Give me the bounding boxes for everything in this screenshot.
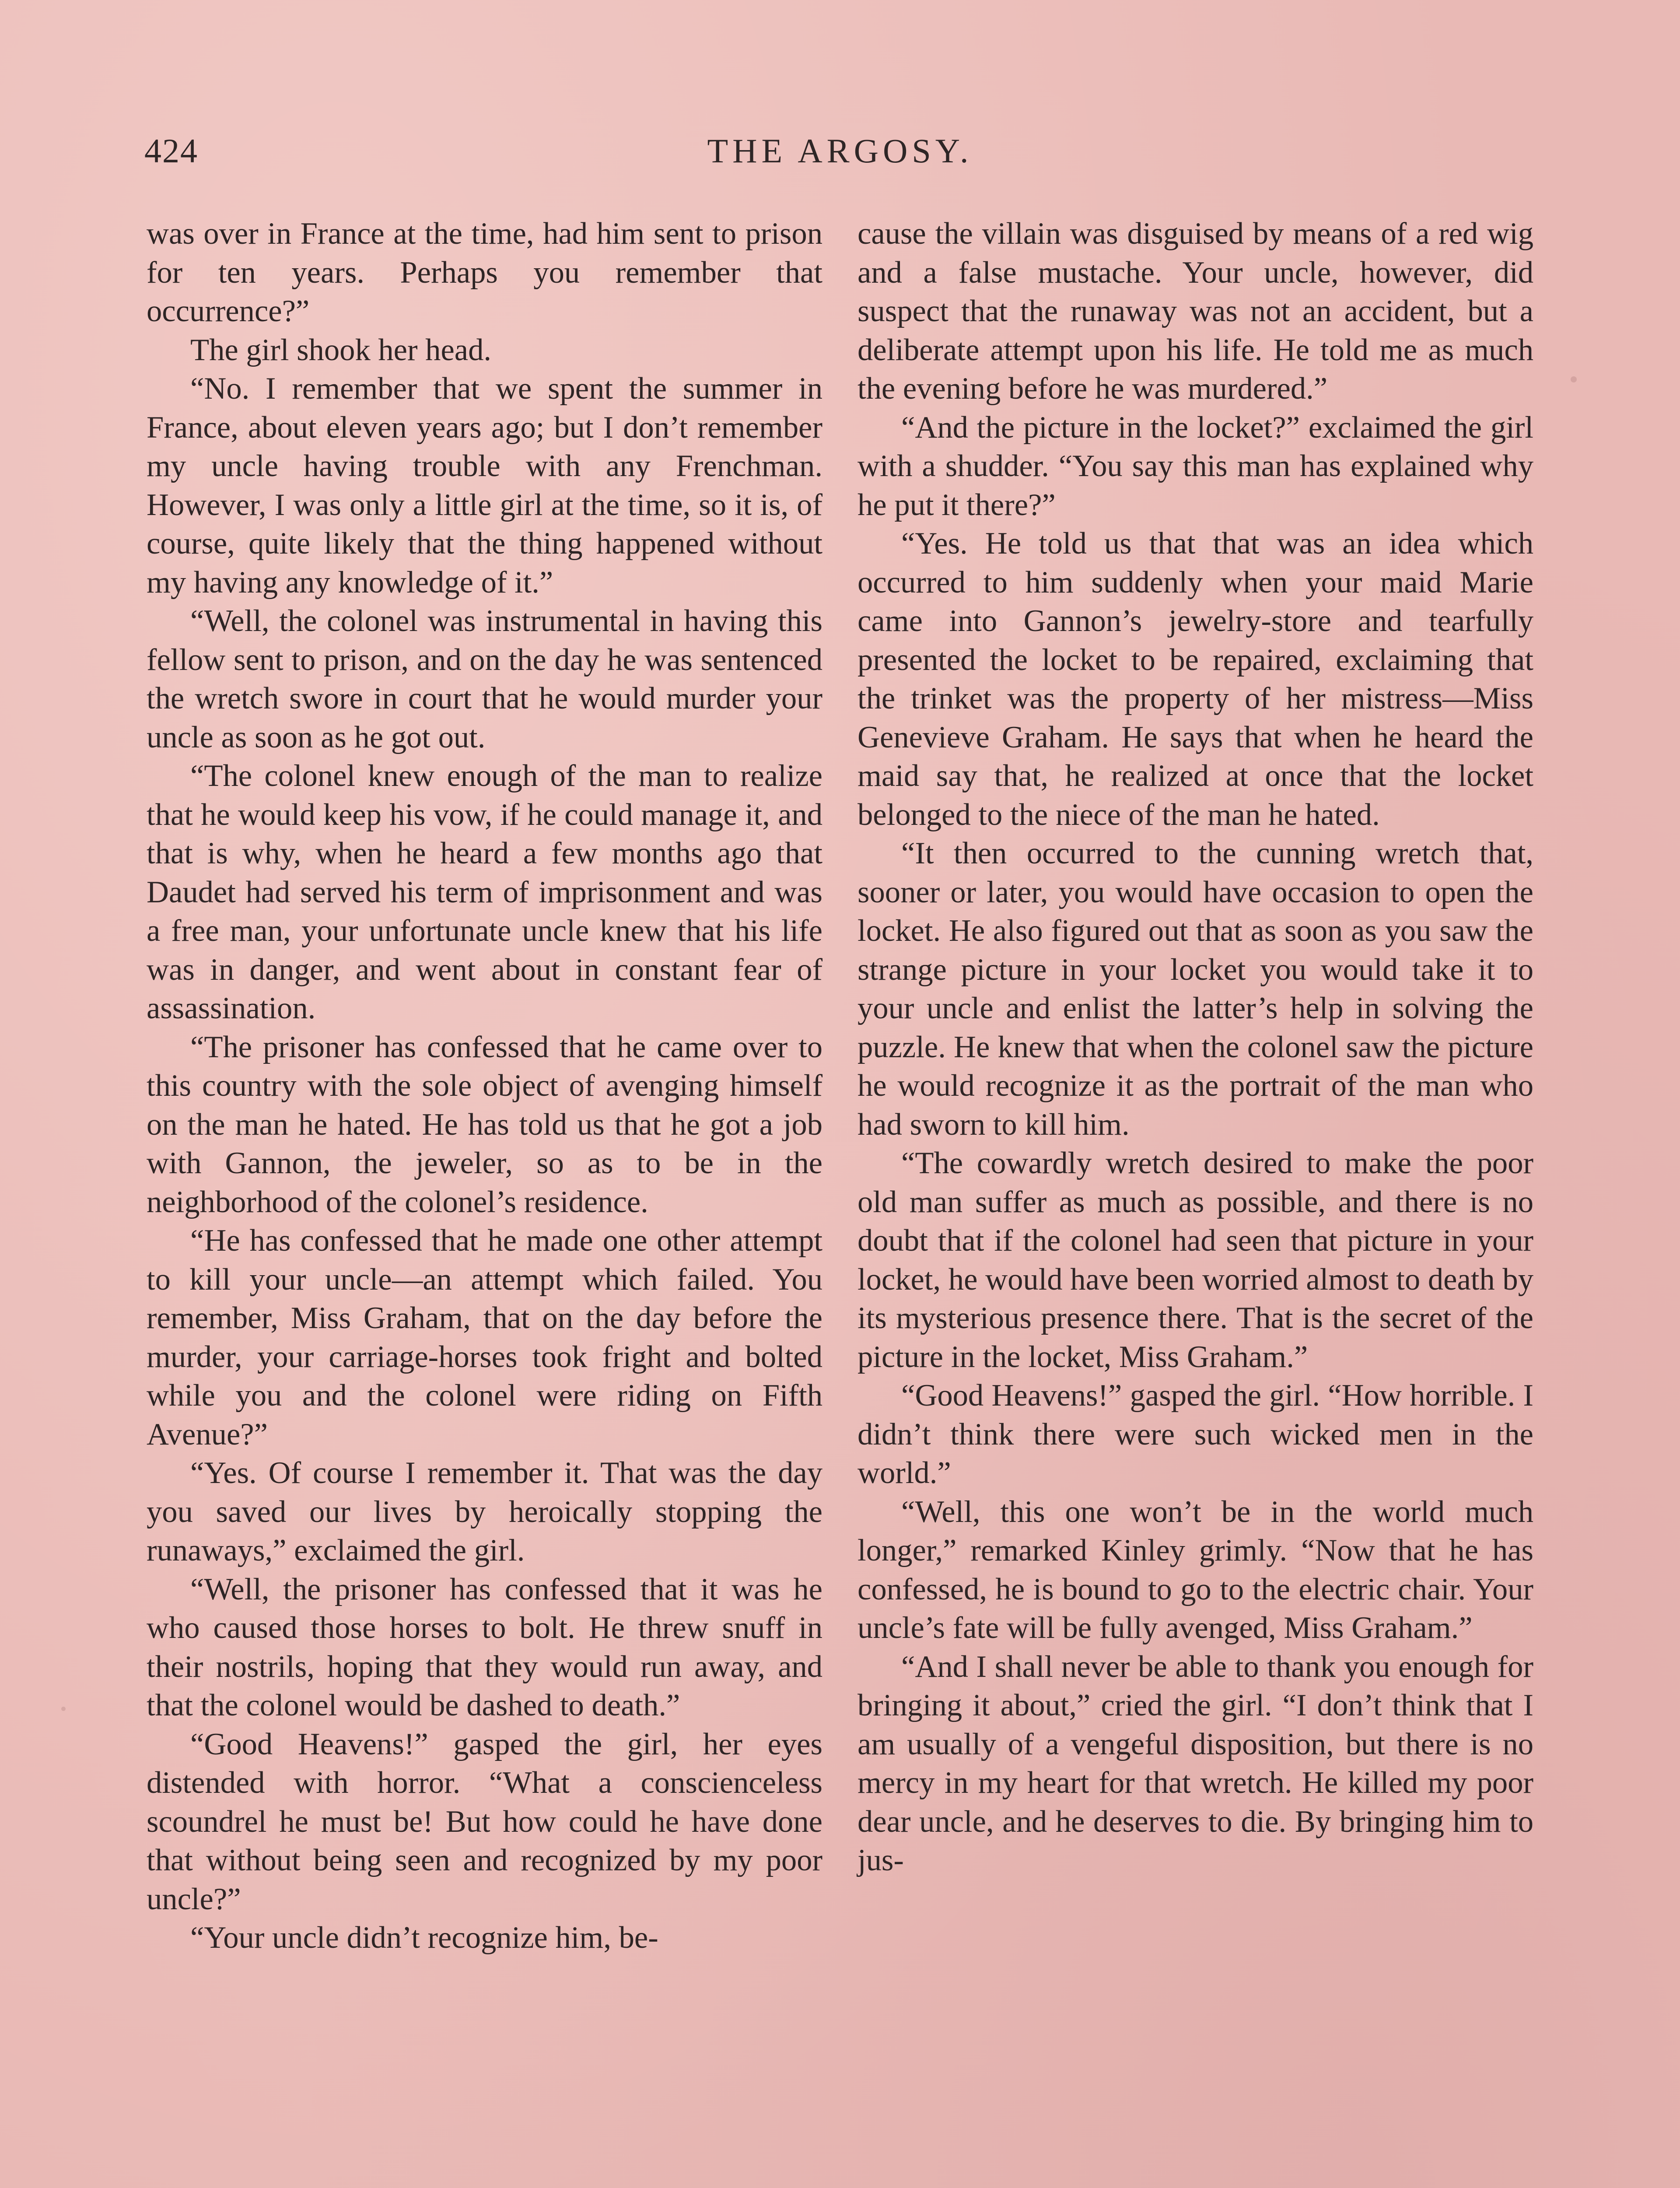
- paragraph: was over in France at the time, had him sent to prison for ten years. Perhaps you remember that occurrence?”: [147, 217, 822, 328]
- paragraph: “Yes. Of course I remember it. That was the day you saved our lives by heroically stopping the runaways,” exclaimed the girl.: [147, 1456, 822, 1567]
- paragraph: “The cowardly wretch desired to make the poor old man suffer as much as possible, and there is no doubt that if the colonel had seen that picture in your locket, he would have been worried almost to death by its mysterious presence there. That is the secret of the picture in the locket, Miss Graham.”: [858, 1146, 1533, 1374]
- page-number: 424: [144, 132, 198, 170]
- paragraph: “Your uncle didn’t recognize him, be-: [190, 1921, 658, 1955]
- paragraph: “No. I remember that we spent the summer in France, about eleven years ago; but I don’t remember my uncle having trouble with any Frenchman. However, I was only a little girl at the time, so it is, of course, quite likely that the thing happened without my having any knowledge of it.”: [147, 372, 822, 600]
- paragraph: “It then occurred to the cunning wretch that, sooner or later, you would have occasion to open the locket. He also figured out that as soon as you saw the strange picture in your locket you would take it to your uncle and enlist the latter’s help in solving the puzzle. He knew that when the colonel saw the picture he would recognize it as the portrait of the man who had sworn to kill him.: [858, 836, 1533, 1142]
- paragraph: “The colonel knew enough of the man to realize that he would keep his vow, if he could manage it, and that is why, when he heard a few months ago that Daudet had served his term of imprisonment and was a free man, your unfortunate uncle knew that his life was in danger, and went about in constant fear of assassination.: [147, 759, 822, 1025]
- paragraph: “He has confessed that he made one other attempt to kill your uncle—an attempt which failed. You remember, Miss Graham, that on the day before the murder, your carriage-horses took fright and bolted while you and the colonel were riding on Fifth Avenue?”: [147, 1224, 822, 1452]
- paragraph: “The prisoner has confessed that he came over to this country with the sole object of avenging himself on the man he hated. He has told us that he got a job with Gannon, the jeweler, so as to be in the neighborhood of the colonel’s residence.: [147, 1030, 822, 1219]
- paragraph: “Good Heavens!” gasped the girl. “How horrible. I didn’t think there were such wicked men in the world.”: [858, 1378, 1533, 1490]
- paragraph: “Well, the colonel was instrumental in having this fellow sent to prison, and on the day he was sentenced the wretch swore in court that he would murder your uncle as soon as he got out.: [147, 604, 822, 754]
- page-header: [144, 131, 1536, 179]
- paragraph: “Good Heavens!” gasped the girl, her eyes distended with horror. “What a conscienceless scoundrel he must be! But how could he have done that without being seen and recognized by my poor uncle?”: [147, 1727, 822, 1916]
- paper-stain: [61, 1707, 66, 1711]
- paper-stain: [1571, 376, 1577, 382]
- paragraph: The girl shook her head.: [190, 333, 492, 367]
- running-head: THE ARGOSY.: [707, 132, 973, 170]
- paragraph: cause the villain was disguised by means of a red wig and a false mustache. Your uncle, however, did suspect that the runaway was not an accident, but a deliberate attempt upon his life. He told me as much the evening before he was murdered.”: [858, 217, 1533, 406]
- paragraph: “Well, this one won’t be in the world much longer,” remarked Kinley grimly. “Now that he has confessed, he is bound to go to the electric chair. Your uncle’s fate will be fully avenged, Miss Graham.”: [858, 1494, 1533, 1645]
- paragraph: “Yes. He told us that that was an idea which occurred to him suddenly when your maid Marie came into Gannon’s jewelry-store and tearfully presented the locket to be repaired, exclaiming that the trinket was the property of her mistress—Miss Genevieve Graham. He says that when he heard the maid say that, he realized at once that the locket belonged to the niece of the man he hated.: [858, 526, 1533, 832]
- paragraph: “And the picture in the locket?” exclaimed the girl with a shudder. “You say this man has explained why he put it there?”: [858, 410, 1533, 522]
- paragraph: “Well, the prisoner has confessed that it was he who caused those horses to bolt. He threw snuff in their nostrils, hoping that they would run away, and that the colonel would be dashed to death.”: [147, 1572, 822, 1722]
- paragraph: “And I shall never be able to thank you enough for bringing it about,” cried the girl. “I don’t think that I am usually of a vengeful disposition, but there is no mercy in my heart for that wretch. He killed my poor dear uncle, and he deserves to die. By bringing him to jus-: [858, 1649, 1533, 1877]
- left-text-column: [147, 214, 822, 1957]
- right-text-column: [858, 214, 1533, 1880]
